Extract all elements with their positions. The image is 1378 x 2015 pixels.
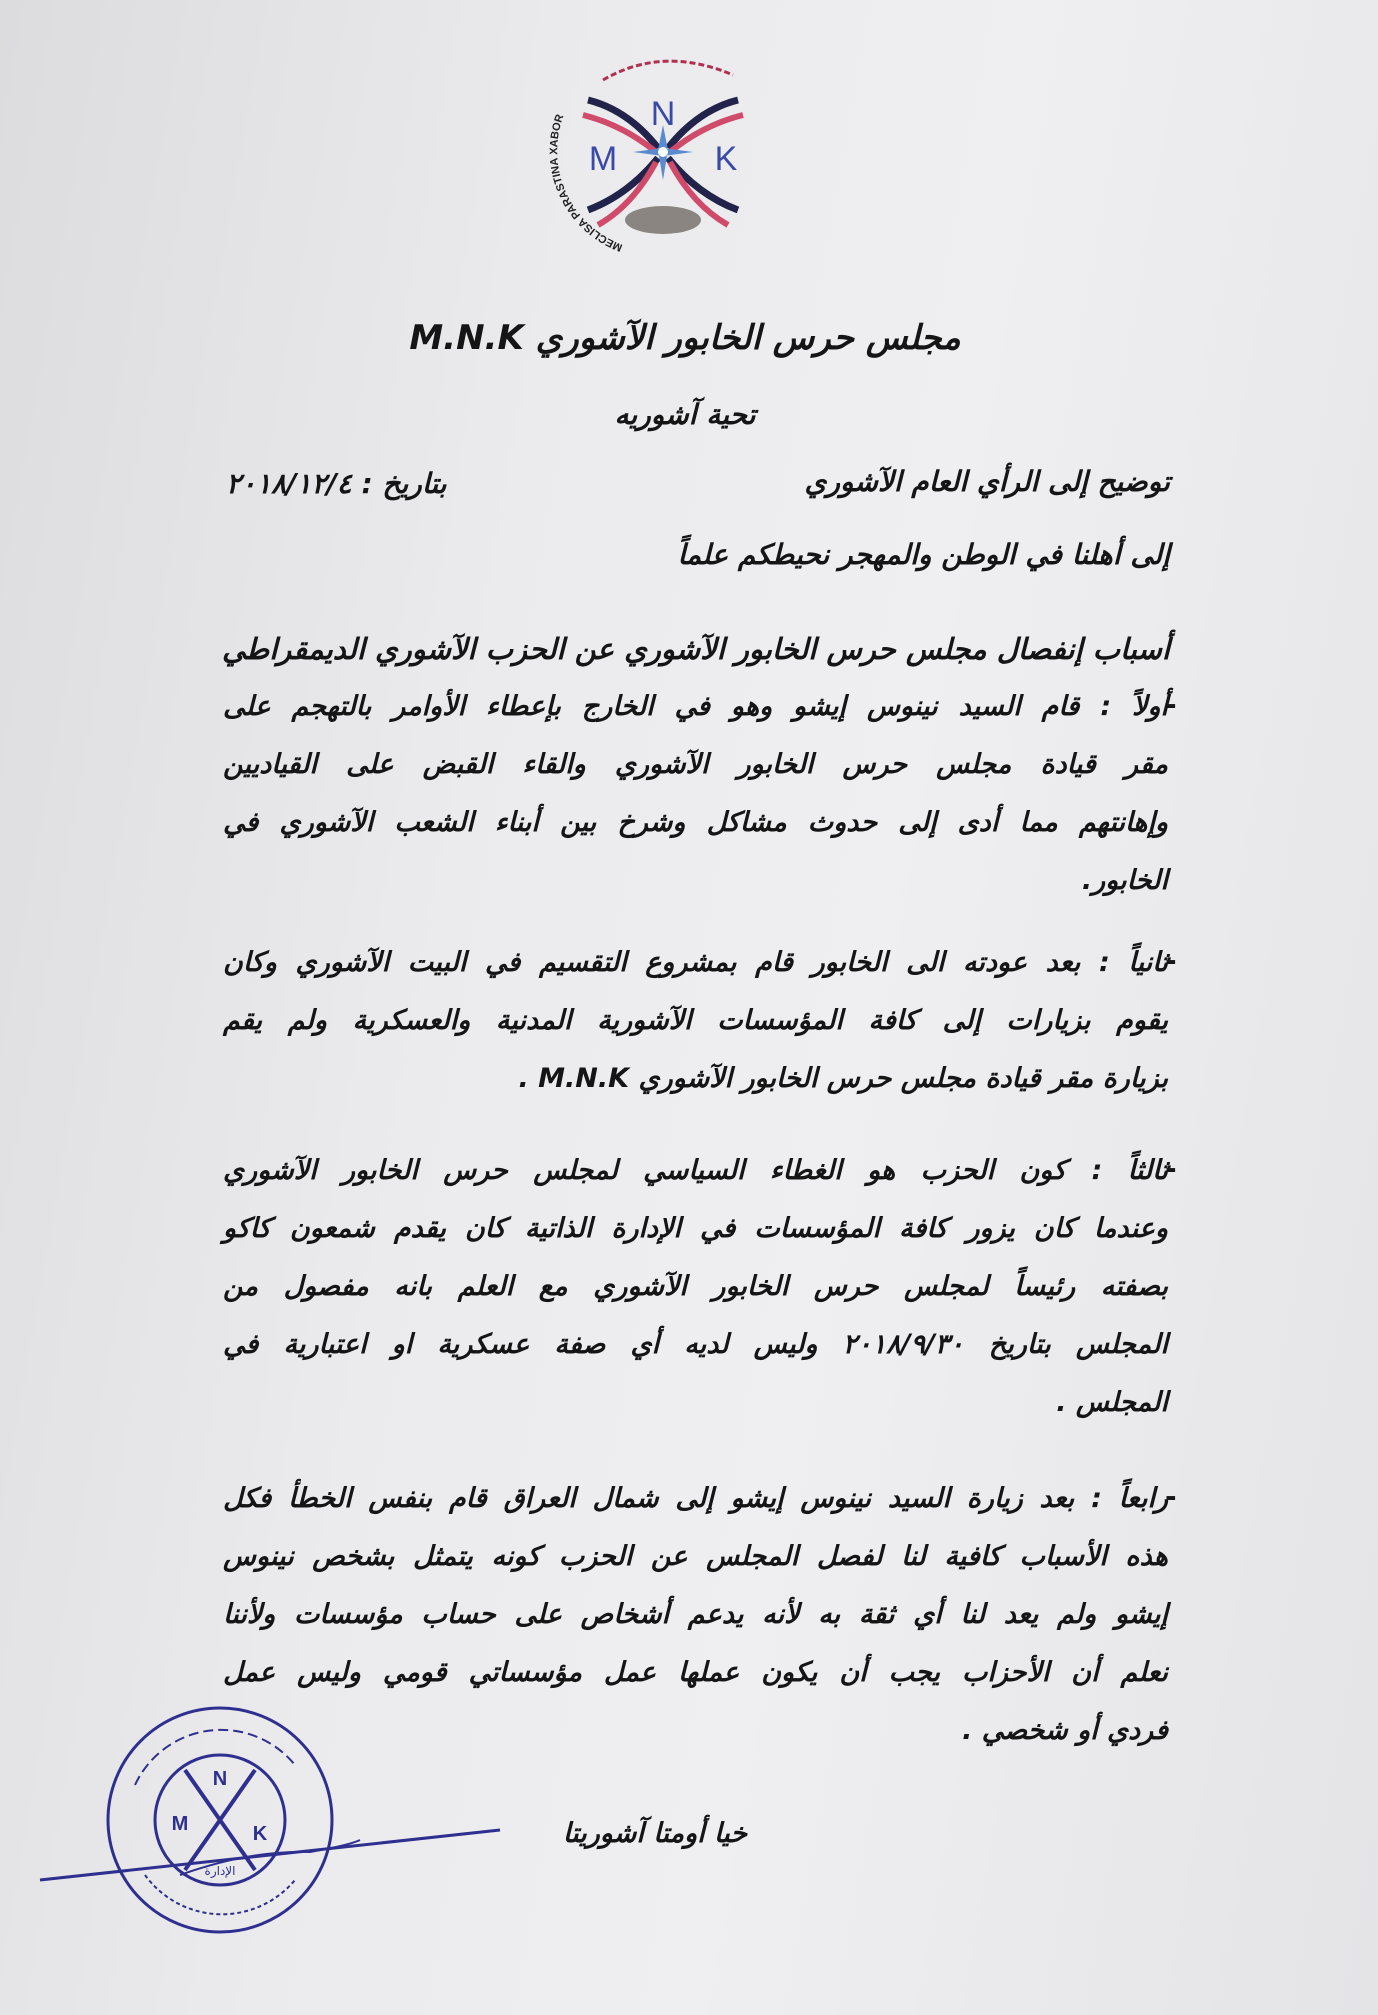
item-bullet: - <box>1165 688 1177 721</box>
logo-letter-k: K <box>714 140 738 178</box>
section-heading: أسباب إنفصال مجلس حرس الخابور الآشوري عن الحزب الآشوري الديمقراطي <box>221 632 1170 666</box>
logo-letter-m: M <box>588 140 618 178</box>
item-line: وإهانتهم مما أدى إلى حدوث مشاكل وشرخ بين أبناء الشعب الآشوري في <box>223 807 1168 838</box>
handwritten-signature <box>30 1790 510 1910</box>
item-line: فردي أو شخصي . <box>962 1715 1168 1746</box>
item-line: أولاً : قام السيد نينوس إيشو وهو في الخارج بإعطاء الأوامر بالتهجم على <box>223 691 1168 722</box>
document-title: مجلس حرس الخابور الآشوري M.N.K <box>409 318 961 358</box>
item-line: المجلس . <box>1056 1387 1168 1418</box>
reason-item-4 <box>223 1470 1168 1760</box>
item-line: بصفته رئيساً لمجلس حرس الخابور الآشوري مع العلم بانه مفصول من <box>223 1271 1168 1302</box>
item-line: نعلم أن الأحزاب يجب أن يكون عملها عمل مؤسساتي قومي وليس عمل <box>223 1657 1168 1688</box>
item-line: الخابور. <box>1081 865 1168 896</box>
item-line: مقر قيادة مجلس حرس الخابور الآشوري والقاء القبض على القياديين <box>223 749 1168 780</box>
item-bullet: - <box>1165 1480 1177 1513</box>
item-bullet: - <box>1165 1152 1177 1185</box>
stamp-letter-k: K <box>252 1823 268 1845</box>
item-bullet: - <box>1165 944 1177 977</box>
stamp-letter-n: N <box>212 1768 228 1790</box>
item-line: إيشو ولم يعد لنا أي ثقة به لأنه يدعم أشخاص على حساب مؤسسات ولأننا <box>223 1599 1168 1630</box>
svg-text:MECLISA PARASTINA XABOR: MECLISA PARASTINA XABOR <box>548 112 625 254</box>
organization-logo <box>548 30 778 275</box>
addressed-to: توضيح إلى الرأي العام الآشوري <box>804 465 1170 498</box>
reason-item-3 <box>223 1142 1168 1432</box>
document-subtitle: تحية آشوريه <box>614 398 756 431</box>
date-value: ٢٠١٨/١٢/٤ <box>226 467 352 500</box>
item-line: ثالثاً : كون الحزب هو الغطاء السياسي لمجلس حرس الخابور الآشوري <box>223 1155 1168 1186</box>
stamp-center-text: الإدارة <box>204 1864 236 1878</box>
closing-signature: خيا أومتا آشوريتا <box>562 1818 748 1849</box>
item-line: هذه الأسباب كافية لنا لفصل المجلس عن الحزب كونه يتمثل بشخص نينوس <box>223 1541 1168 1572</box>
item-line: رابعاً : بعد زيارة السيد نينوس إيشو إلى شمال العراق قام بنفس الخطأ فكل <box>223 1483 1168 1514</box>
reason-item-2 <box>223 934 1168 1108</box>
item-line: وعندما كان يزور كافة المؤسسات في الإدارة الذاتية كان يقدم شمعون كاكو <box>223 1213 1168 1244</box>
greeting: إلى أهلنا في الوطن والمهجر نحيطكم علماً <box>677 538 1170 571</box>
item-line: ثانياً : بعد عودته الى الخابور قام بمشروع التقسيم في البيت الآشوري وكان <box>223 947 1168 978</box>
reason-item-1 <box>223 678 1168 910</box>
item-line: بزيارة مقر قيادة مجلس حرس الخابور الآشوري M.N.K . <box>518 1063 1168 1094</box>
date-label: بتاريخ : <box>361 467 447 500</box>
document-date <box>226 467 447 500</box>
item-line: يقوم بزيارات إلى كافة المؤسسات الآشورية المدنية والعسكرية ولم يقم <box>223 1005 1168 1036</box>
item-line: المجلس بتاريخ ٢٠١٨/٩/٣٠ وليس لديه أي صفة عسكرية او اعتبارية في <box>223 1329 1168 1360</box>
logo-letter-n: N <box>650 95 676 133</box>
stamp-letter-m: M <box>171 1813 189 1835</box>
